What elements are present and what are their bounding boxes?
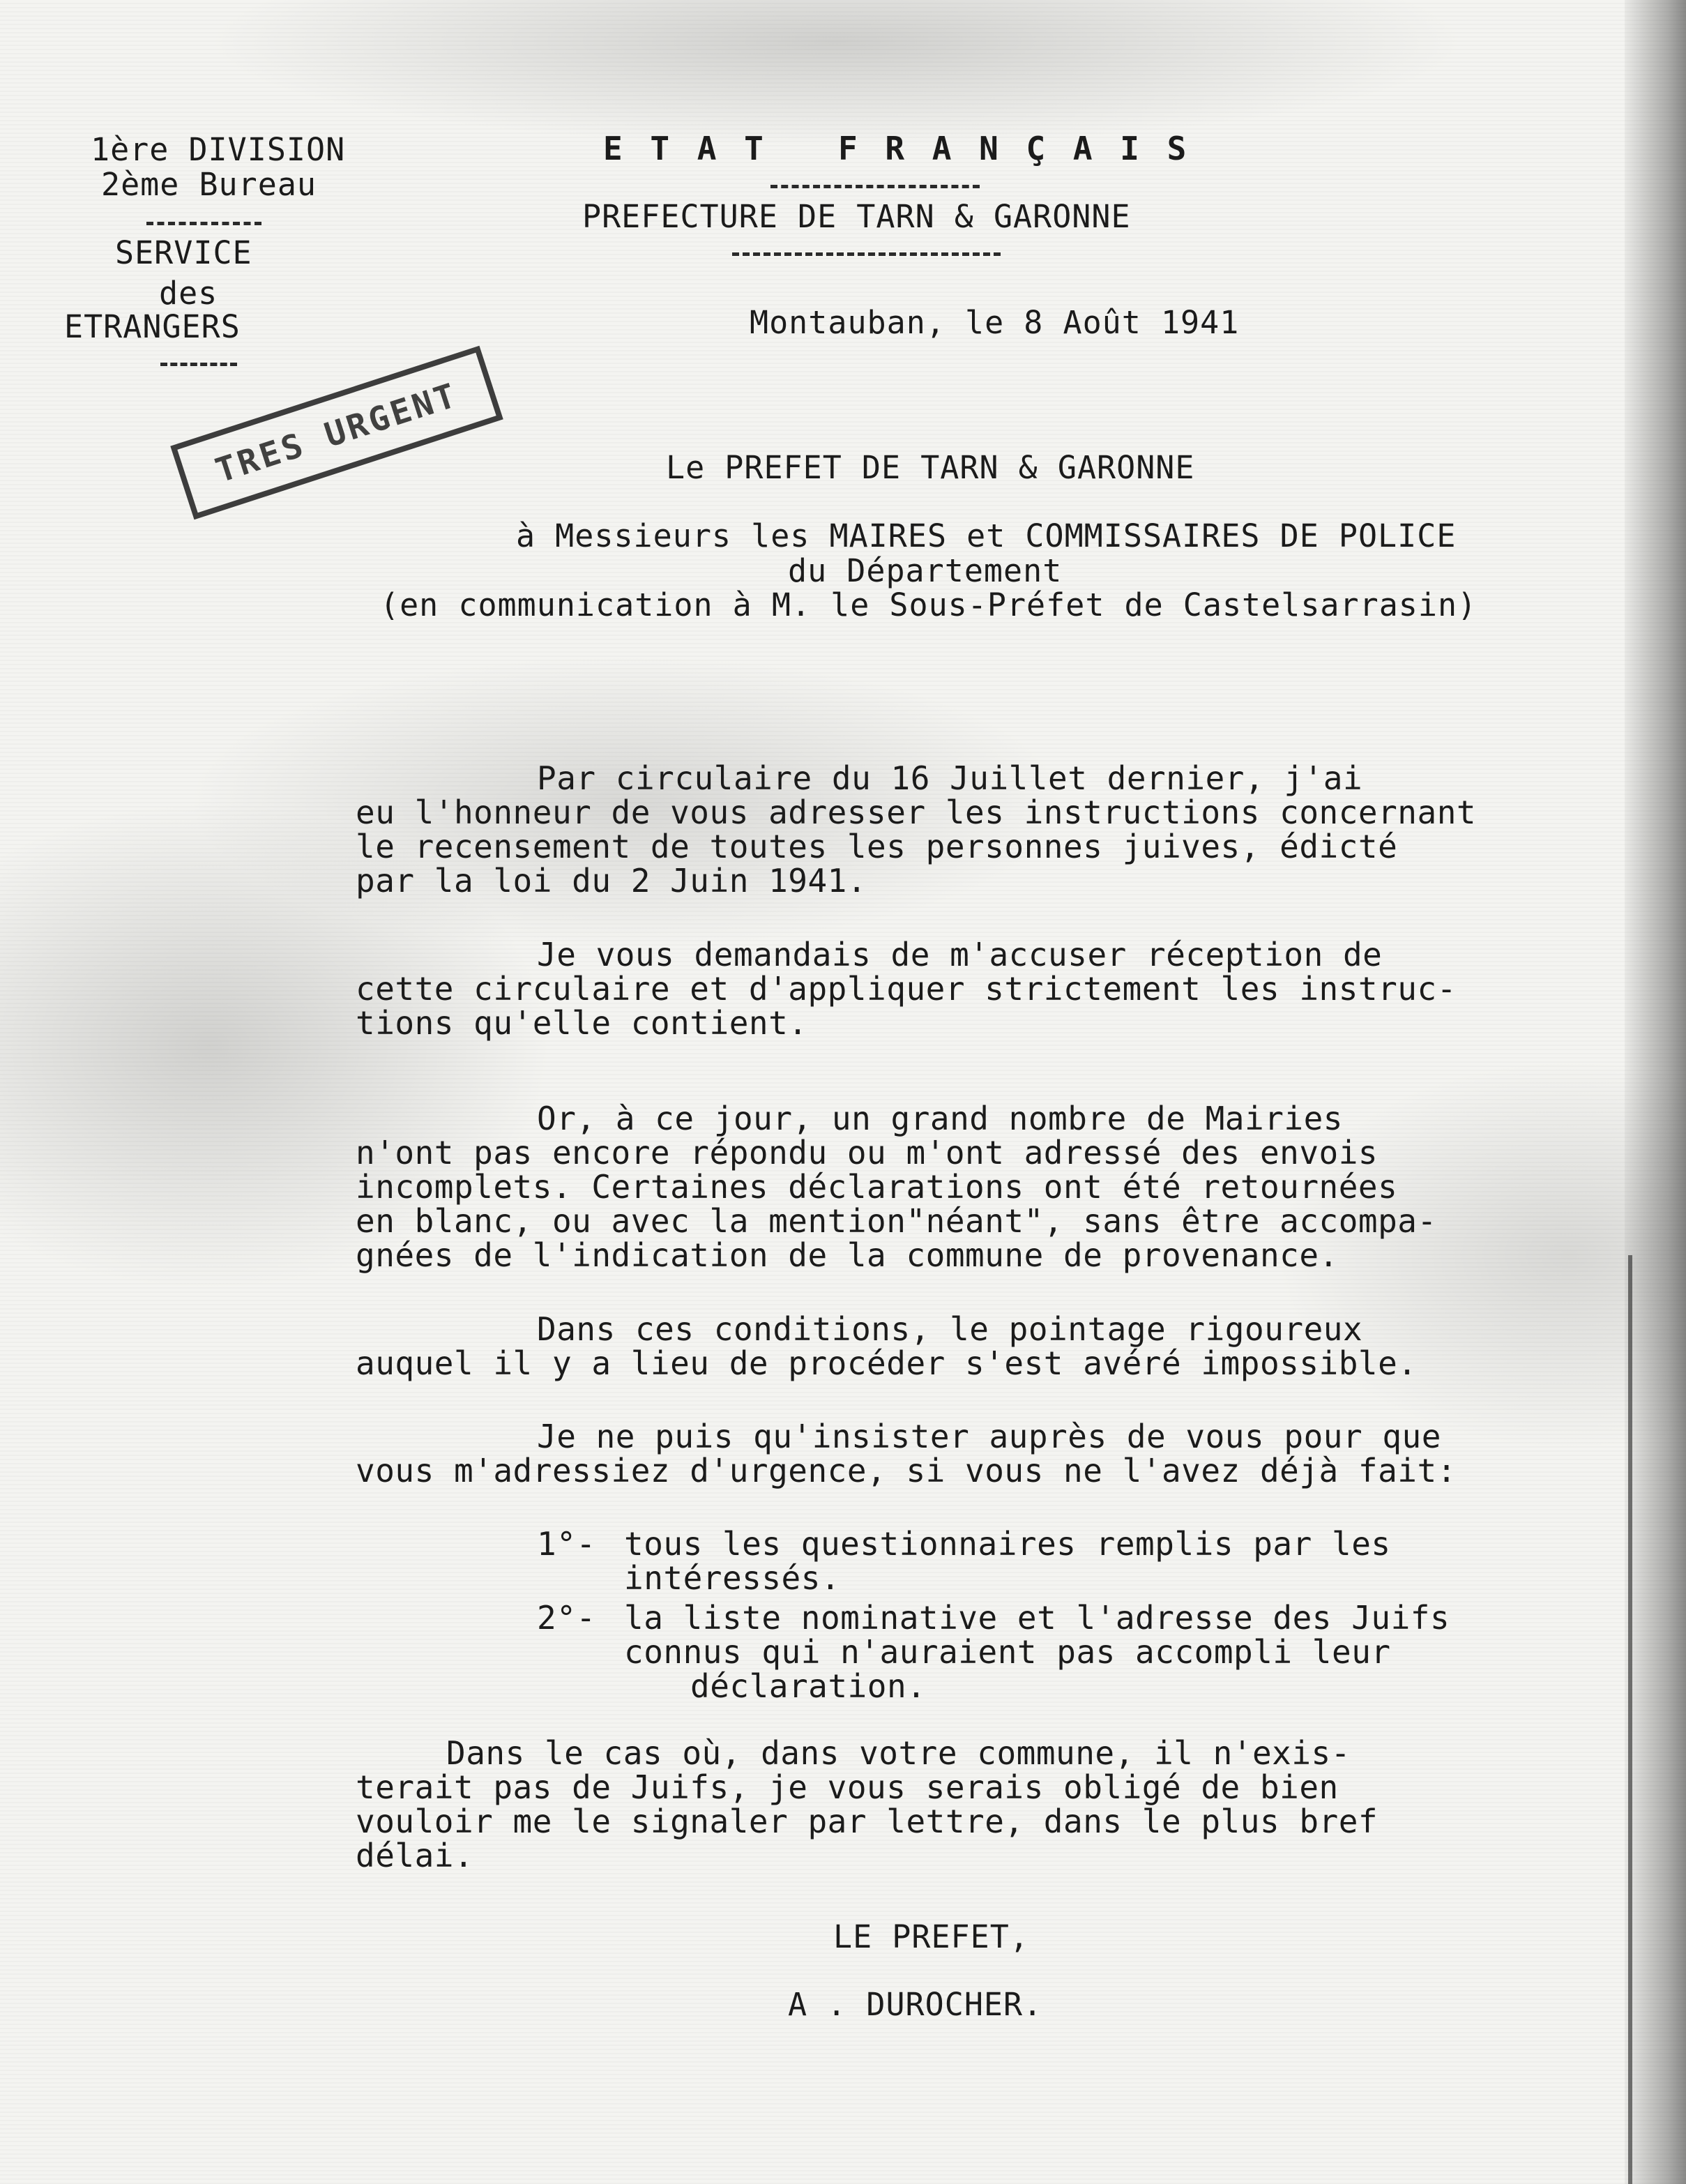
recipient-line-2: du Département xyxy=(788,552,1063,589)
signature-name: A . DUROCHER. xyxy=(788,1986,1043,2023)
bureau-label: 2ème Bureau xyxy=(101,166,317,203)
etrangers-label: ETRANGERS xyxy=(64,308,241,345)
page-fold-line xyxy=(1628,1255,1632,2184)
recipient-line-1: à Messieurs les MAIRES et COMMISSAIRES DE POLICE xyxy=(516,517,1457,554)
left-divider-2 xyxy=(160,363,237,366)
item-2-line-1: la liste nominative et l'adresse des Juifs xyxy=(624,1599,1450,1637)
p1-line-2: eu l'honneur de vous adresser les instructions concernant xyxy=(356,794,1477,831)
p3-line-4: en blanc, ou avec la mention"néant", sans être accompa- xyxy=(356,1202,1437,1240)
p5-line-1: Je ne puis qu'insister auprès de vous pour que xyxy=(537,1418,1441,1455)
etat-francais-title: E T A T F R A N Ç A I S xyxy=(603,130,1191,167)
left-divider-1 xyxy=(146,222,261,225)
page-edge-shadow xyxy=(1625,0,1686,2184)
sender-line: Le PREFET DE TARN & GARONNE xyxy=(666,449,1195,486)
subtitle-divider xyxy=(732,252,1001,256)
recipient-line-3: (en communication à M. le Sous-Préfet de Castelsarrasin) xyxy=(380,586,1478,623)
item-2-line-3: déclaration. xyxy=(690,1667,927,1705)
p3-line-3: incomplets. Certaines déclarations ont été retournées xyxy=(356,1168,1398,1206)
item-2-line-2: connus qui n'auraient pas accompli leur xyxy=(624,1633,1391,1671)
p6-line-3: vouloir me le signaler par lettre, dans le plus bref xyxy=(356,1803,1379,1840)
p1-line-4: par la loi du 2 Juin 1941. xyxy=(356,862,867,900)
item-1-number: 1°- xyxy=(537,1525,596,1563)
p5-line-2: vous m'adressiez d'urgence, si vous ne l'avez déjà fait: xyxy=(356,1452,1457,1489)
p3-line-5: gnées de l'indication de la commune de provenance. xyxy=(356,1236,1339,1274)
p2-line-3: tions qu'elle contient. xyxy=(356,1004,808,1042)
service-label: SERVICE xyxy=(115,234,252,271)
p4-line-1: Dans ces conditions, le pointage rigoureux xyxy=(537,1310,1363,1348)
p3-line-1: Or, à ce jour, un grand nombre de Mairies xyxy=(537,1100,1343,1137)
p2-line-1: Je vous demandais de m'accuser réception de xyxy=(537,936,1383,973)
p4-line-2: auquel il y a lieu de procéder s'est avéré impossible. xyxy=(356,1344,1418,1382)
p1-line-3: le recensement de toutes les personnes juives, édicté xyxy=(356,828,1398,865)
date-line: Montauban, le 8 Août 1941 xyxy=(750,304,1240,341)
item-1-line-2: intéressés. xyxy=(624,1559,841,1597)
p6-line-1: Dans le cas où, dans votre commune, il n'exis- xyxy=(446,1734,1351,1772)
division-label: 1ère DIVISION xyxy=(91,131,346,168)
p3-line-2: n'ont pas encore répondu ou m'ont adressé des envois xyxy=(356,1134,1379,1171)
item-2-number: 2°- xyxy=(537,1599,596,1637)
p6-line-4: délai. xyxy=(356,1837,474,1874)
signature-title: LE PREFET, xyxy=(833,1918,1029,1955)
item-1-line-1: tous les questionnaires remplis par les xyxy=(624,1525,1391,1563)
des-label: des xyxy=(159,275,218,312)
stamp-text: TRES URGENT xyxy=(211,374,463,491)
p2-line-2: cette circulaire et d'appliquer strictement les instruc- xyxy=(356,970,1457,1008)
prefecture-subtitle: PREFECTURE DE TARN & GARONNE xyxy=(582,198,1131,235)
p6-line-2: terait pas de Juifs, je vous serais obligé de bien xyxy=(356,1768,1339,1806)
p1-line-1: Par circulaire du 16 Juillet dernier, j'ai xyxy=(537,759,1363,797)
title-divider xyxy=(770,185,980,188)
